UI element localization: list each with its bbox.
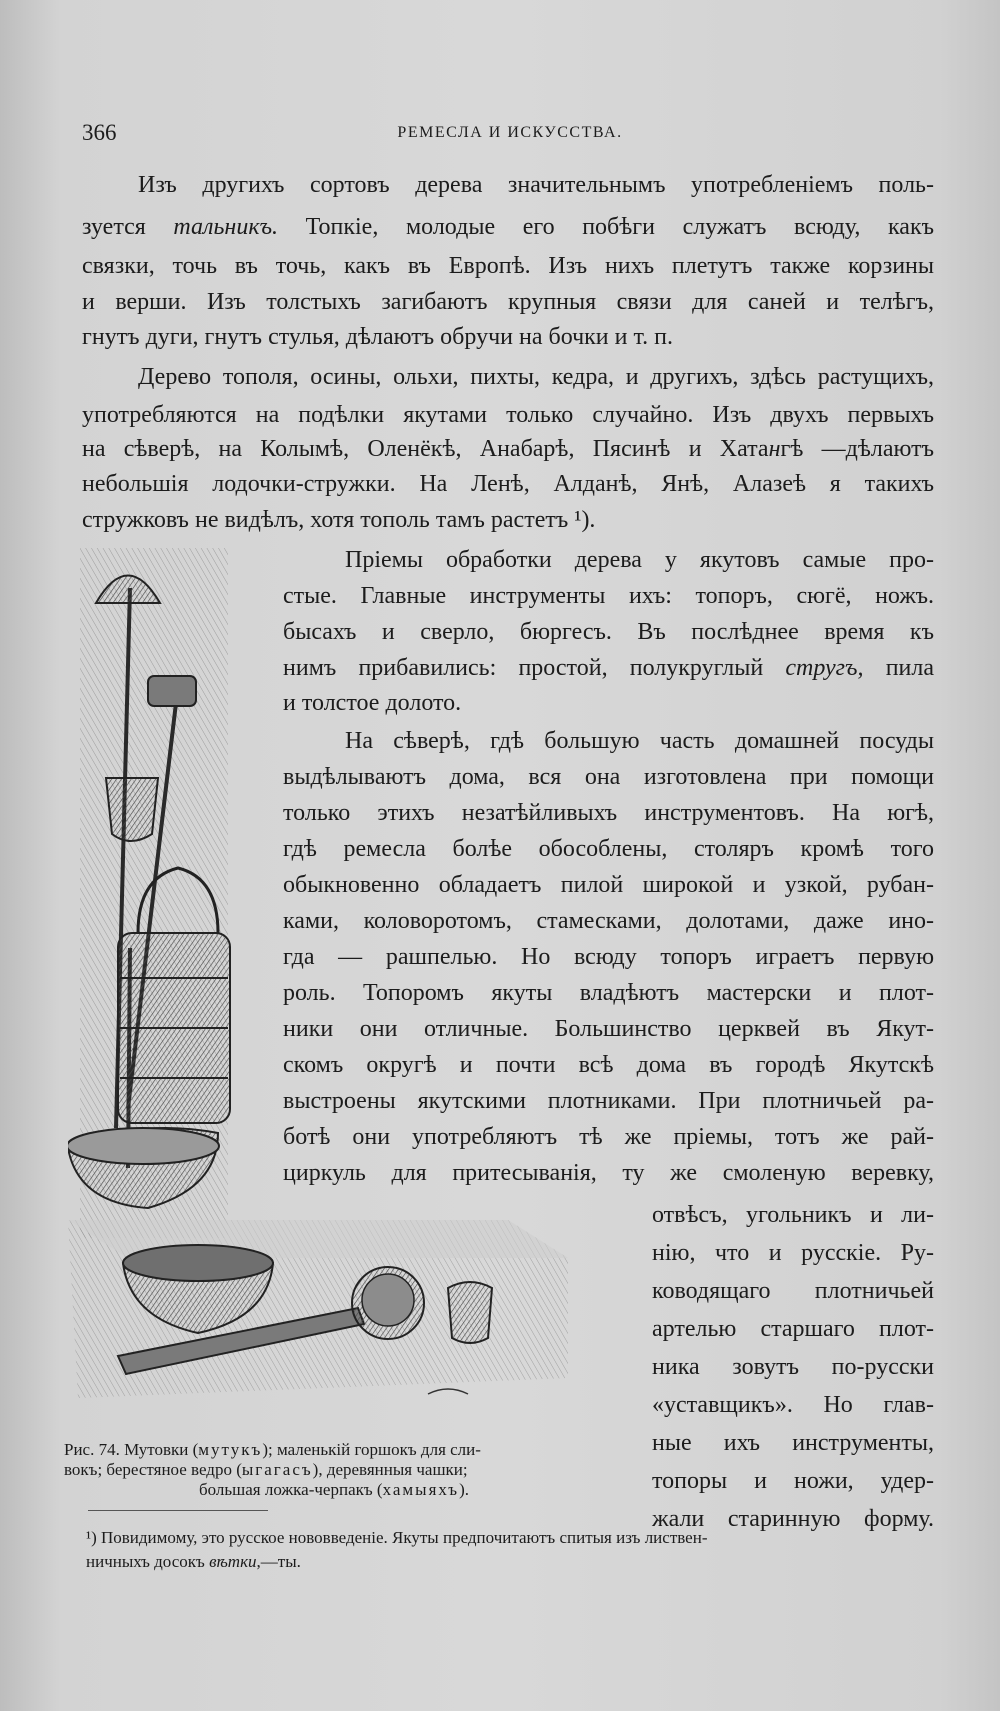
text-line: стые. Главные инструменты ихъ: топоръ, сюгё, ножъ. bbox=[283, 583, 934, 609]
text-line: бысахъ и сверло, бюргесъ. Въ послѣднее время къ bbox=[283, 619, 934, 645]
text-line: ководящаго плотничьей bbox=[652, 1278, 934, 1304]
italic-term: стругъ, bbox=[785, 655, 864, 681]
italic-term: тальникъ. bbox=[173, 214, 279, 240]
text-line: ники они отличные. Большинство церквей въ Якут- bbox=[283, 1016, 934, 1042]
text-line: и толстое долото. bbox=[283, 690, 462, 716]
text-line: зуется тальникъ. Топкіе, молодые его побѣги служатъ всюду, какъ bbox=[82, 214, 935, 240]
text-line: На сѣверѣ, гдѣ большую часть домашней посуды bbox=[345, 728, 934, 754]
text-line: выстроены якутскими плотниками. При плотничьей ра- bbox=[283, 1088, 934, 1114]
text-line: выдѣлываютъ дома, вся она изготовлена при помощи bbox=[283, 764, 934, 790]
text-line: скомъ округѣ и почти всѣ дома въ городѣ Якутскѣ bbox=[283, 1052, 934, 1078]
text-line: «уставщикъ». Но глав- bbox=[652, 1392, 934, 1418]
text-line: Дерево тополя, осины, ольхи, пихты, кедра, и другихъ, здѣсь растущихъ, bbox=[138, 364, 934, 390]
text-line: топоры и ножи, удер- bbox=[652, 1468, 934, 1494]
text-line: обыкновенно обладаетъ пилой широкой и узкой, рубан- bbox=[283, 872, 934, 898]
footnote-line: ничныхъ досокъ вѣтки,—ты. bbox=[86, 1552, 301, 1571]
text-line: циркуль для притесыванія, ту же смоленую веревку, bbox=[283, 1160, 934, 1186]
text-line: на сѣверѣ, на Колымѣ, Оленёкѣ, Анабарѣ, Пясинѣ и Хатангѣ —дѣлаютъ bbox=[82, 436, 935, 462]
text-line: и верши. Изъ толстыхъ загибаютъ крупныя связи для саней и телѣгъ, bbox=[82, 289, 934, 315]
running-title: РЕМЕСЛА И ИСКУССТВА. bbox=[397, 124, 623, 141]
page-number: 366 bbox=[82, 120, 117, 145]
caption-line: большая ложка-черпакъ (хамыяхъ). bbox=[199, 1480, 469, 1499]
footnote-line: ¹) Повидимому, это русское нововведеніе. Якуты предпочитаютъ спитыя изъ листвен- bbox=[86, 1528, 708, 1547]
artist-signature bbox=[428, 1389, 468, 1394]
text-line: Пріемы обработки дерева у якутовъ самые про- bbox=[345, 547, 934, 573]
text-line: только этихъ незатѣйливыхъ инструментовъ. На югѣ, bbox=[283, 800, 934, 826]
text-line: гдѣ ремесла болѣе обособлены, столяръ кромѣ того bbox=[283, 836, 934, 862]
text-line: гда — рашпелью. Но всюду топоръ играетъ первую bbox=[283, 944, 934, 970]
text-line: жали старинную форму. bbox=[652, 1506, 934, 1532]
small-cream-pot bbox=[448, 1282, 492, 1343]
caption-line: вокъ; берестяное ведро (ыгагасъ), деревянныя чашки; bbox=[64, 1460, 468, 1479]
small-pot bbox=[106, 778, 158, 841]
text-line: нимъ прибавились: простой, полукруглый стругъ, пила bbox=[283, 655, 935, 681]
page-header bbox=[80, 120, 940, 150]
text-line: связки, точь въ точь, какъ въ Европѣ. Изъ нихъ плетутъ также корзины bbox=[82, 253, 934, 279]
text-line: стружковъ не видѣлъ, хотя тополь тамъ растетъ ¹). bbox=[82, 507, 596, 533]
text-line: ками, коловоротомъ, стамесками, долотами, даже ино- bbox=[283, 908, 934, 934]
figure-illustration bbox=[68, 548, 578, 1428]
text-line: ные ихъ инструменты, bbox=[652, 1430, 934, 1456]
text-line: отвѣсъ, угольникъ и ли- bbox=[652, 1202, 934, 1228]
footnote-rule bbox=[88, 1510, 268, 1511]
figure-caption bbox=[64, 1440, 604, 1500]
text-line: ботѣ они употребляютъ тѣ же пріемы, тотъ же рай- bbox=[283, 1124, 934, 1150]
caption-line: Рис. 74. Мутовки (мутукъ); маленькій горшокъ для сли- bbox=[64, 1440, 481, 1459]
text-line: употребляются на подѣлки якутами только случайно. Изъ двухъ первыхъ bbox=[82, 402, 934, 428]
text-line: небольшія лодочки-стружки. На Ленѣ, Алданѣ, Янѣ, Алазеѣ я такихъ bbox=[82, 471, 934, 497]
text-line: гнутъ дуги, гнутъ стулья, дѣлаютъ обручи на бочки и т. п. bbox=[82, 324, 674, 350]
text-line: Изъ другихъ сортовъ дерева значительнымъ употребленіемъ поль- bbox=[138, 172, 934, 198]
text-line: артелью старшаго плот- bbox=[652, 1316, 934, 1342]
text-line: ника зовутъ по-русски bbox=[652, 1354, 934, 1380]
text-line: роль. Топоромъ якуты владѣютъ мастерски и плот- bbox=[283, 980, 934, 1006]
text-line: нію, что и русскіе. Ру- bbox=[652, 1240, 934, 1266]
